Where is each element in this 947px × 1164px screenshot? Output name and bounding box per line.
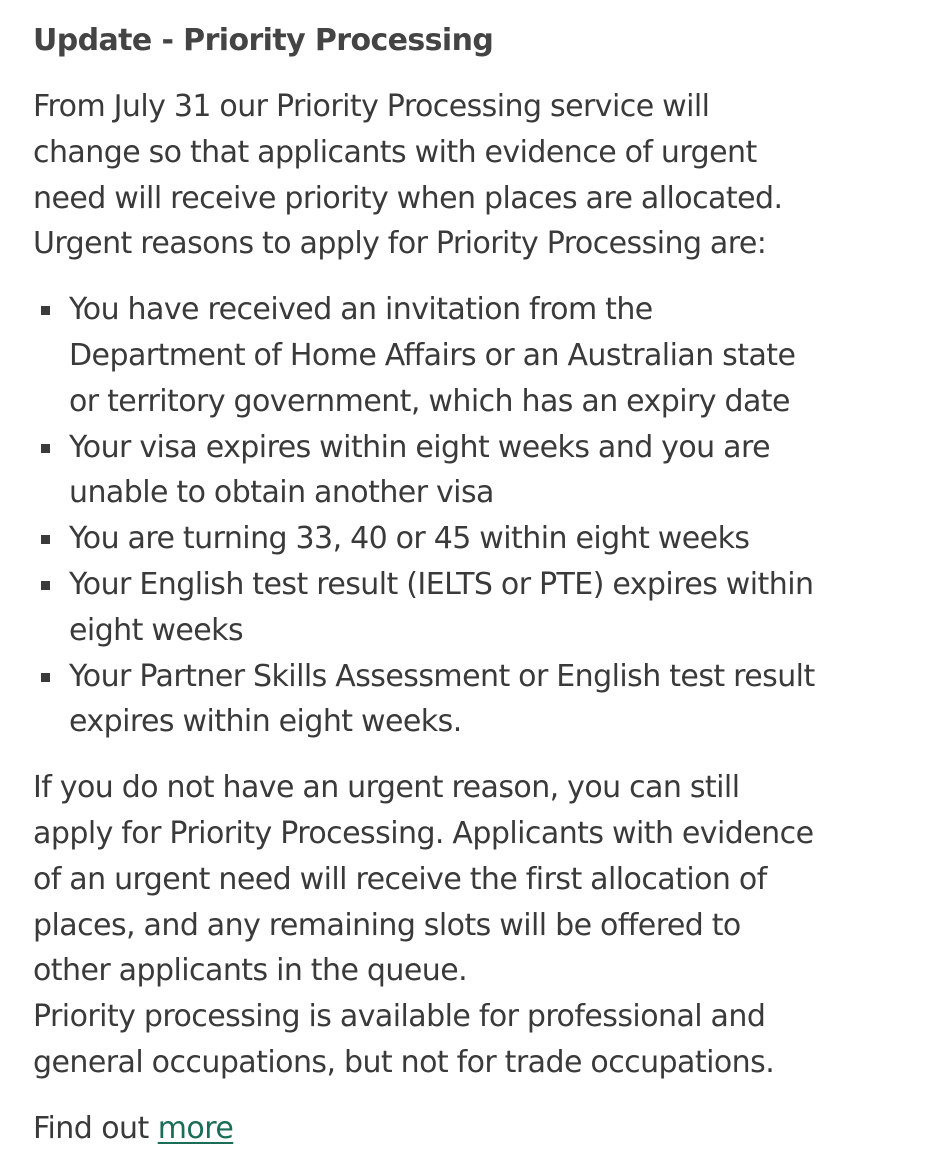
followup-line: Priority processing is available for professional and (33, 999, 766, 1035)
list-item (33, 425, 913, 517)
find-out-more (33, 1106, 913, 1152)
list-item-line: expires within eight weeks. (69, 704, 462, 740)
priority-processing-notice (33, 18, 913, 1152)
square-bullet-icon (41, 673, 50, 682)
square-bullet-icon (41, 306, 50, 315)
notice-title: Update - Priority Processing (33, 23, 494, 58)
followup-line: general occupations, but not for trade occupations. (33, 1044, 775, 1080)
more-link[interactable]: more (157, 1110, 234, 1146)
list-item-line: Your English test result (IELTS or PTE) expires within (69, 566, 814, 602)
followup-line: places, and any remaining slots will be offered to (33, 907, 741, 943)
square-bullet-icon (41, 581, 50, 590)
intro-line: need will receive priority when places are allocated. (33, 180, 783, 216)
followup-line: apply for Priority Processing. Applicants with evidence (33, 815, 814, 851)
find-out-prefix: Find out (33, 1110, 158, 1146)
intro-line: From July 31 our Priority Processing service will (33, 89, 710, 124)
square-bullet-icon (41, 444, 50, 453)
followup-line: of an urgent need will receive the first allocation of (33, 861, 767, 897)
list-item (33, 562, 913, 654)
list-item (33, 287, 913, 424)
intro-paragraph (33, 84, 913, 267)
square-bullet-icon (41, 535, 50, 544)
list-item-line: Department of Home Affairs or an Australian state (69, 337, 796, 373)
followup-paragraph (33, 765, 913, 1086)
list-item (33, 516, 913, 562)
urgent-reasons-list (33, 287, 913, 745)
list-item-line: Your visa expires within eight weeks and you are (69, 429, 770, 465)
list-item-line: You are turning 33, 40 or 45 within eight weeks (69, 521, 750, 557)
list-item-line: You have received an invitation from the (69, 292, 653, 328)
followup-line: If you do not have an urgent reason, you can still (33, 770, 740, 806)
list-item-line: eight weeks (69, 612, 244, 648)
intro-line: change so that applicants with evidence of urgent (33, 134, 757, 170)
list-item-line: unable to obtain another visa (69, 475, 494, 511)
list-item-line: or territory government, which has an expiry date (69, 383, 790, 419)
intro-line: Urgent reasons to apply for Priority Processing are: (33, 226, 767, 262)
list-item (33, 654, 913, 746)
list-item-line: Your Partner Skills Assessment or English test result (69, 658, 815, 694)
followup-line: other applicants in the queue. (33, 953, 468, 989)
